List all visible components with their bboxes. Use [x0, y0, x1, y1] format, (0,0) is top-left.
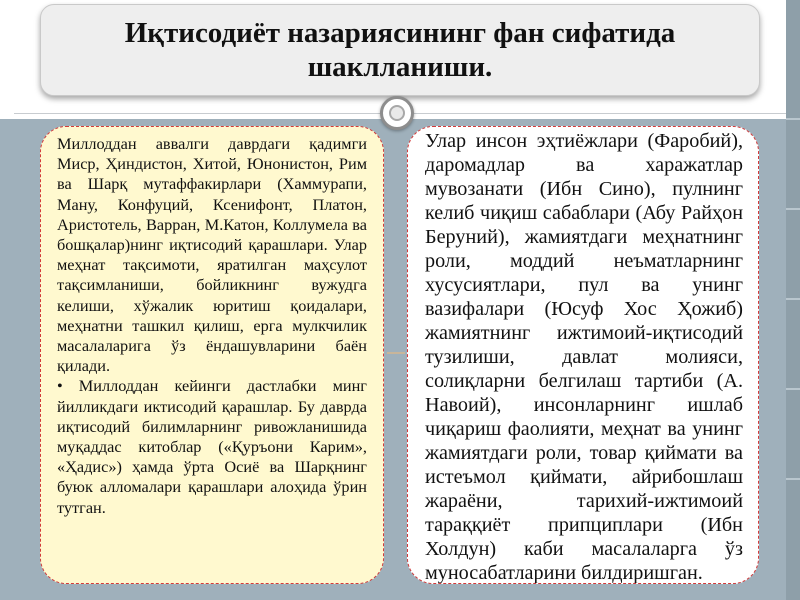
slide-title: Иқтисодиёт назариясининг фан сифатида шаклланиши. — [124, 17, 676, 83]
slide-title-box — [40, 4, 760, 96]
panel-divider-mark — [387, 352, 405, 354]
left-panel-paragraph-2: • Миллоддан кейинги дастлабки минг йилликдаги иктисодий қарашлар. Бу даврда иқтисодий билимларнинг ривожланишида муқаддас китоблар («Қуръони Карим», «Ҳадис») ҳамда ўрта Осиё ва Шарқнинг буюк алломалари қарашлари алоҳида ўрин тутган. — [57, 376, 367, 517]
left-panel-paragraph-1: Миллоддан аввалги даврдаги қадимги Миср, Ҳиндистон, Хитой, Юнонистон, Рим ва Шарқ мутаффакирлари (Хаммурапи, Ману, Конфуций, Ксенифонт, Платон, Аристотель, Варран, М.Катон, Коллумела ва бошқалар)нинг иқтисодий қарашлари. Улар меҳнат тақсимоти, яратилган маҳсулот тақсимланиши, бойликнинг вужудга келиши, хўжалик юритиш қоидалари, меҳнатни ташкил қилиш, ерга мулкчилик масалаларига ўз ёндашувларини баён қилади. — [57, 134, 367, 376]
right-text-panel — [407, 126, 759, 584]
ring-connector-icon — [380, 96, 414, 130]
right-edge-strip — [786, 0, 800, 600]
strip-tick — [786, 208, 800, 210]
strip-tick — [786, 298, 800, 300]
strip-tick — [786, 388, 800, 390]
ring-hole — [389, 105, 405, 121]
strip-tick — [786, 118, 800, 120]
left-text-panel — [40, 126, 384, 584]
right-panel-paragraph: Улар инсон эҳтиёжлари (Фаробий), даромадлар ва харажатлар мувозанати (Ибн Сино), пулнинг келиб чиқиш сабаблари (Абу Райҳон Беруний), жамиятдаги меҳнатнинг роли, моддий неъматларнинг хусусиятлари, пул ва унинг вазифалари (Юсуф Хос Ҳожиб) жамиятнинг ижтимоий-иқтисодий тузилиши, давлат молияси, солиқларни белгилаш тартиби (А. Навоий), инсонларнинг ишлаб чиқариш фаолияти, меҳнат ва унинг жамиятдаги роли, товар қиймати ва истеъмол қиймати, айрибошлаш жараёни, тарихий-ижтимоий тараққиёт припциплари (Ибн Холдун) каби масалаларга ўз муносабатларини билдиришган. — [425, 130, 743, 584]
strip-tick — [786, 478, 800, 480]
